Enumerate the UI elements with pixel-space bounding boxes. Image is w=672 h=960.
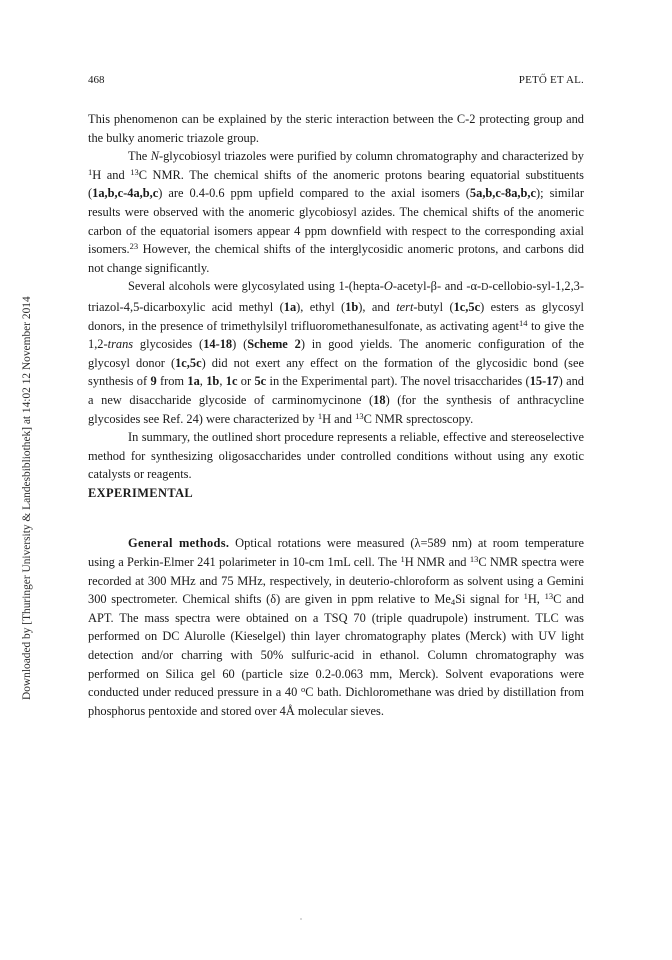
compound-ref: 1a,b,c-4a,b,c [92, 186, 159, 201]
page-header [88, 74, 584, 90]
compound-ref: 5c [254, 374, 267, 389]
compound-ref: 9 [150, 374, 157, 389]
compound-ref: 1c,5c [453, 299, 481, 314]
paragraph-glycosylation: Several alcohols were glycosylated using 1-(hepta-O-acetyl-β- and -α-D-cellobio-syl-1,2,3-triazol-4,5-dicarboxylic acid methyl (1a), ethyl (1b), and tert-butyl (1c,5c) esters as glycosyl donors, in the presence of trimethylsilyl trifluoromethanesulfonate, as activating agent$^{14}$ to give the 1,2-trans glycosides (14-18) (Scheme 2) in good yields. The anomeric configuration of the glycosyl donor (1c,5c) did not exert any effect on the formation of the glycosidic bond (see synthesis of 9 from 1a, 1b, 1c or 5c in the Experimental part). The novel trisaccharides (15-17) and a new disaccharide glycoside of carminomycinone (18) (for the synthesis of anthracycline glycosides see Ref. 24) were characterized by $^1$H and $^{13}$C NMR sprectoscopy. [88, 279, 585, 426]
section-title-experimental: EXPERIMENTAL [88, 485, 194, 500]
compound-ref: 18 [373, 392, 386, 407]
run-in-heading: General methods. [128, 536, 230, 551]
paragraph-general-methods: General methods. Optical rotations were measured (λ=589 nm) at room temperature using a Perkin-Elmer 241 polarimeter in 10-cm 1mL cell. The $^1$H NMR and $^{13}$C NMR spectra were recorded at 300 MHz and 75 MHz, respectively, in deuterio-chloroform as solvent using a Gemini 300 spectrometer. Chemical shifts (δ) are given in ppm relative to $Me_4Si$ signal for $^1$H, $^{13}$C and APT. The mass spectra were obtained on a TSQ 70 (triple quadrupole) instrument. TLC was performed on DC Alurolle (Kieselgel) thin layer chromatography plates (Merck) with UV light detection and/or charring with 50% sulfuric-acid in ethanol. Column chromatography was performed on Silica gel 60 (particle size 0.2-0.063 mm, Merck). Solvent evaporations were conducted under reduced pressure in a 40 $^o$C bath. Dichloromethane was dried by distillation from phosphorus pentoxide and stored over 4Å molecular sieves. [88, 536, 585, 718]
compound-ref: 5a,b,c-8a,b,c [469, 186, 537, 201]
paragraph-summary: In summary, the outlined short procedure represents a reliable, effective and stereoselective method for synthesizing oligosaccharides under controlled conditions without using any exotic catalysts or reagents. [88, 430, 584, 482]
scheme-ref: Scheme 2 [247, 337, 301, 352]
compound-ref: 1c,5c [175, 355, 202, 370]
compound-ref: 15-17 [529, 374, 559, 389]
download-watermark: Downloaded by [Thuringer University & Landesbibliothek] at 14:02 12 November 2014 [21, 296, 33, 700]
compound-ref: 1c [225, 374, 238, 389]
compound-ref: 1a [283, 299, 297, 314]
running-head: PETŐ ET AL. [518, 74, 584, 86]
paragraph-steric: This phenomenon can be explained by the steric interaction between the C-2 protecting group and the bulky anomeric triazole group. [88, 112, 584, 145]
scan-speck [300, 918, 302, 920]
citation-ref: 23 [129, 241, 139, 252]
compound-ref: 1a [187, 374, 200, 389]
compound-ref: 1b [345, 299, 359, 314]
article-body [88, 110, 584, 720]
compound-ref: 14-18 [203, 337, 233, 352]
page-number: 468 [88, 74, 105, 86]
citation-ref: 14 [519, 317, 528, 328]
paragraph-nmr: The N-glycobiosyl triazoles were purified by column chromatography and characterized by $^1$H and $^{13}$C NMR. The chemical shifts of the anomeric protons bearing equatorial substituents (1a,b,c-4a,b,c) are 0.4-0.6 ppm upfield compared to the axial isomers (5a,b,c-8a,b,c); similar results were observed with the anomeric glycobiosyl azides. The chemical shifts of the anomeric carbon of the equatorial isomers appear 4 ppm downfield with respect to the corresponding axial isomers.$^{23}$ However, the chemical shifts of the interglycosidic anomeric protons, and carbons did not change significantly. [88, 149, 584, 275]
compound-ref: 1b [206, 374, 220, 389]
